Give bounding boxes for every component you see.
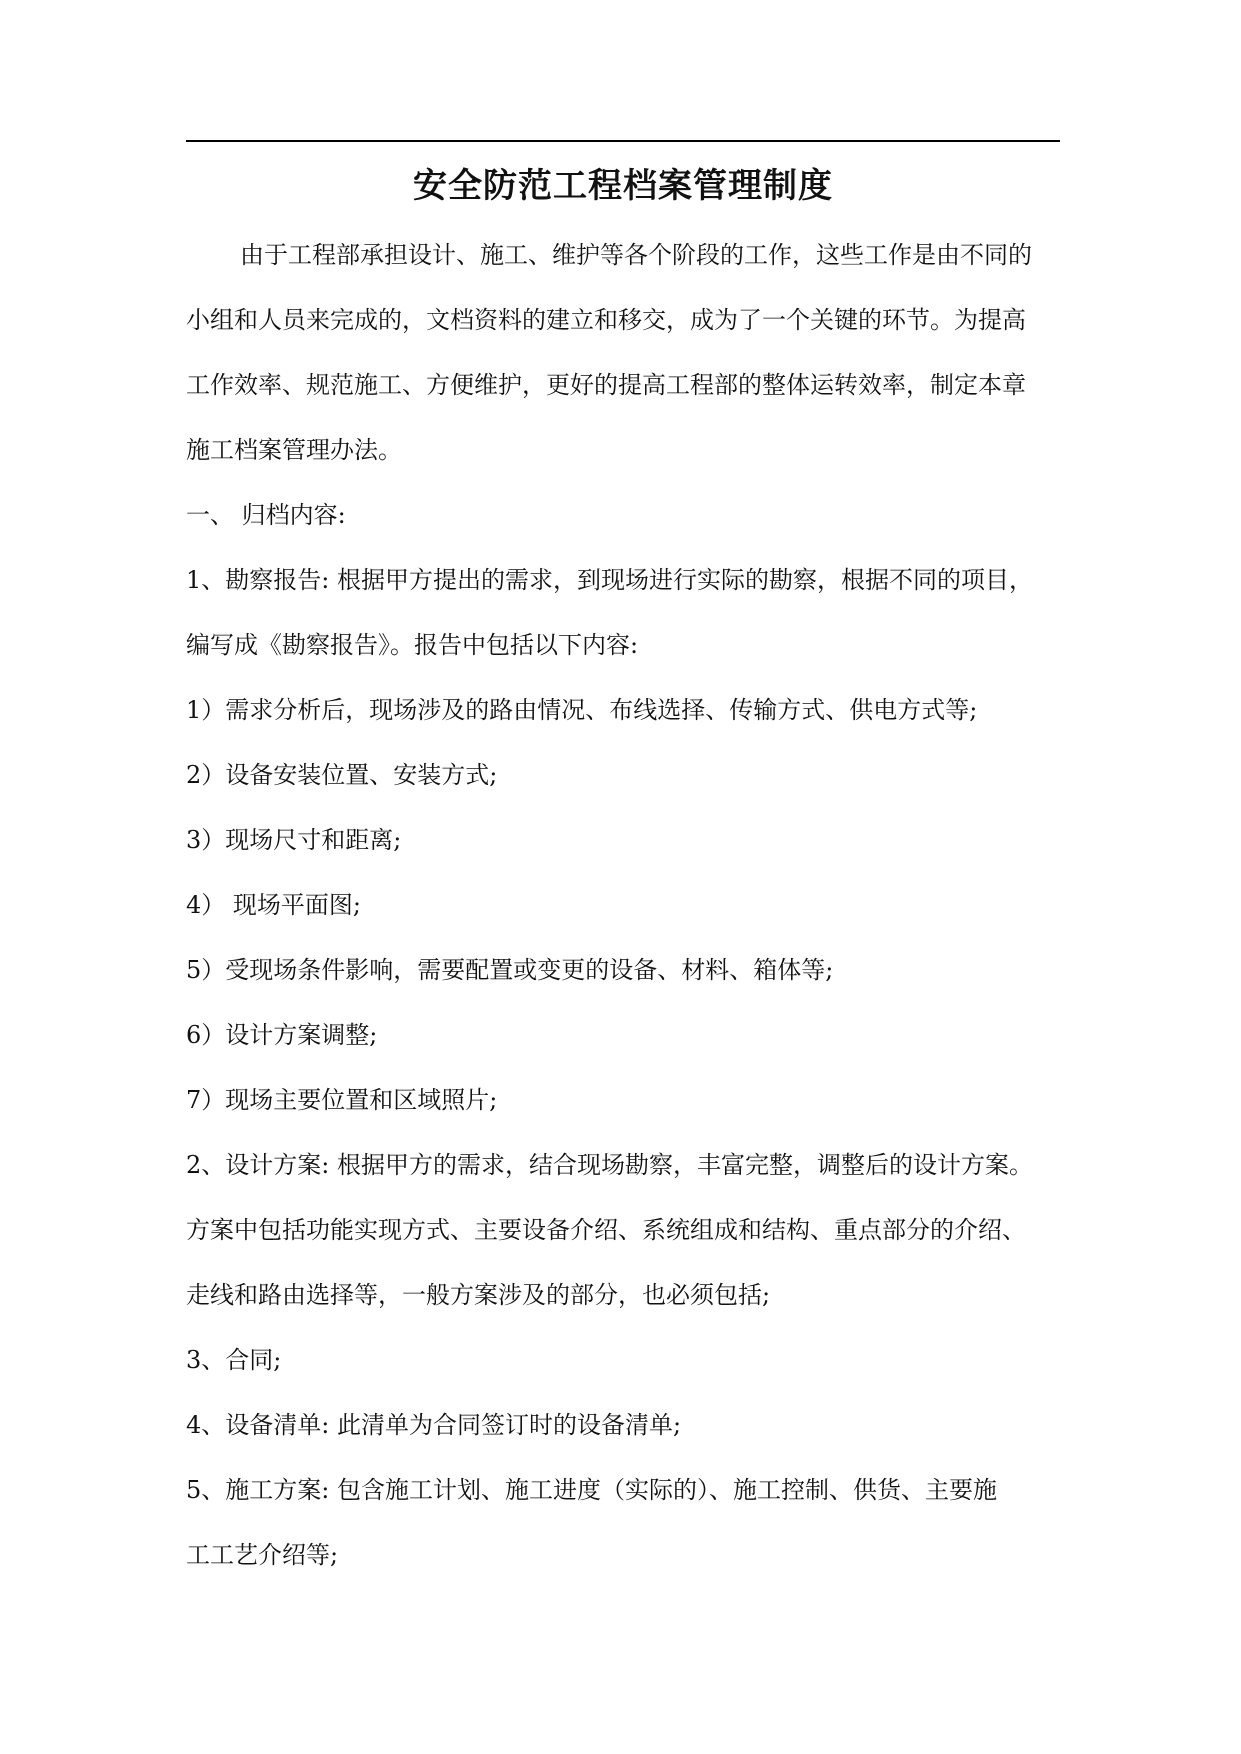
document-title: 安全防范工程档案管理制度 — [413, 166, 833, 206]
list-item: 3、合同; — [186, 1346, 282, 1374]
list-item-continuation: 工工艺介绍等; — [186, 1541, 339, 1569]
list-item: 4、设备清单: 此清单为合同签订时的设备清单; — [186, 1411, 682, 1439]
sub-list-item: 6）设计方案调整; — [186, 1021, 378, 1049]
sub-list-item: 3）现场尺寸和距离; — [186, 826, 402, 854]
list-item: 5、施工方案: 包含施工计划、施工进度（实际的）、施工控制、供货、主要施 — [186, 1476, 997, 1504]
document-body — [186, 223, 1066, 1588]
sub-list-item: 1）需求分析后，现场涉及的路由情况、布线选择、传输方式、供电方式等; — [186, 696, 978, 724]
header-rule — [186, 140, 1060, 142]
paragraph-line: 施工档案管理办法。 — [186, 436, 402, 464]
list-item-continuation: 走线和路由选择等，一般方案涉及的部分，也必须包括; — [186, 1281, 771, 1309]
list-item: 1、勘察报告: 根据甲方提出的需求，到现场进行实际的勘察，根据不同的项目， — [186, 566, 1033, 594]
sub-list-item: 2）设备安装位置、安装方式; — [186, 761, 498, 789]
paragraph-line: 小组和人员来完成的，文档资料的建立和移交，成为了一个关键的环节。为提高 — [186, 306, 1026, 334]
section-heading: 一、 归档内容: — [186, 501, 346, 529]
sub-list-item: 5）受现场条件影响，需要配置或变更的设备、材料、箱体等; — [186, 956, 834, 984]
paragraph-line: 工作效率、规范施工、方便维护，更好的提高工程部的整体运转效率，制定本章 — [186, 371, 1026, 399]
list-item-continuation: 方案中包括功能实现方式、主要设备介绍、系统组成和结构、重点部分的介绍、 — [186, 1216, 1026, 1244]
paragraph-line: 由于工程部承担设计、施工、维护等各个阶段的工作，这些工作是由不同的 — [240, 241, 1032, 269]
sub-list-item: 7）现场主要位置和区域照片; — [186, 1086, 498, 1114]
list-item-continuation: 编写成《勘察报告》。报告中包括以下内容: — [186, 631, 639, 659]
list-item: 2、设计方案: 根据甲方的需求，结合现场勘察，丰富完整，调整后的设计方案。 — [186, 1151, 1033, 1179]
sub-list-item: 4） 现场平面图; — [186, 891, 361, 919]
